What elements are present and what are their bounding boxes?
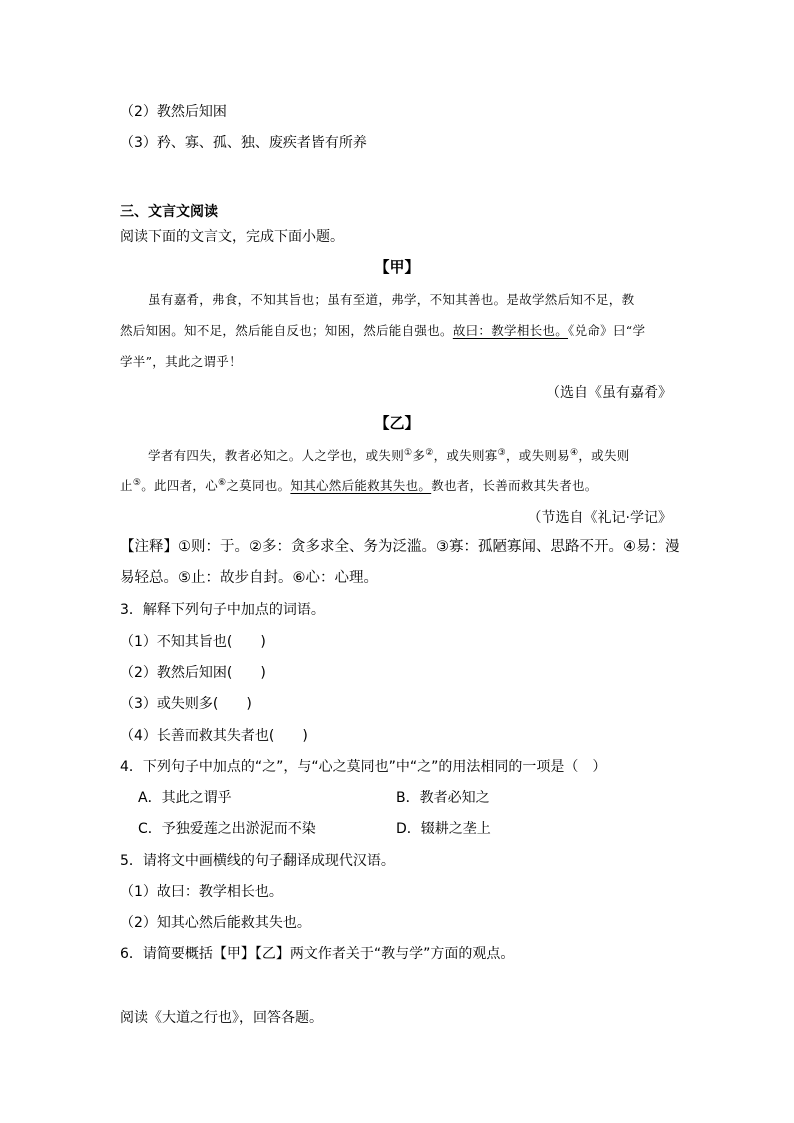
- question-3-item-1: （1）不知其旨也( ): [120, 634, 266, 650]
- passage-jia-source: （选自《虽有嘉肴》: [546, 385, 672, 401]
- passage-yi-text: 教也者，长善而救其失者也。: [431, 478, 598, 493]
- question-6-stem: 6．请简要概括【甲】【乙】两文作者关于“教与学”方面的观点。: [120, 946, 515, 962]
- passage-jia-line-2: [120, 321, 645, 341]
- question-4-stem: 4．下列句子中加点的“之”，与“心之莫同也”中“之”的用法相同的一项是（ ）: [120, 759, 607, 775]
- passage-jia-text: 《兑命》曰“学: [568, 323, 646, 338]
- passage-yi-text: ，或失则: [578, 448, 630, 463]
- underlined-sentence-1: 故曰：教学相长也。: [452, 323, 569, 338]
- passage-yi-title: 【乙】: [374, 414, 420, 432]
- note-marker: ⑥: [218, 477, 227, 488]
- note-marker: ③: [497, 447, 506, 458]
- passage-yi-text: 。此四者，心: [141, 478, 218, 493]
- question-3-item-2: （2）教然后知困( ): [120, 665, 266, 681]
- passage-jia-text: 然后知困。知不足，然后能自反也；知困，然后能自强也。: [120, 323, 453, 338]
- passage-yi-line-2: [120, 476, 598, 496]
- question-3-stem: 3．解释下列句子中加点的词语。: [120, 602, 325, 618]
- passage-yi-text: 止: [120, 478, 133, 493]
- question-5-item-2: （2）知其心然后能救其失也。: [120, 915, 311, 931]
- passage-jia-line-3: 学半”，其此之谓乎！: [120, 354, 242, 369]
- annotation-line-2: 易轻总。⑤止：故步自封。⑥心：心理。: [120, 570, 378, 586]
- question-5-stem: 5．请将文中画横线的句子翻译成现代汉语。: [120, 853, 395, 869]
- question-5-item-1: （1）故曰：教学相长也。: [120, 884, 283, 900]
- question-4-option-b: B．教者必知之: [396, 790, 490, 806]
- passage-yi-text: 学者有四失，教者必知之。人之学也，或失则: [148, 448, 405, 463]
- prev-item-3: （3）矜、寡、孤、独、废疾者皆有所养: [120, 135, 367, 151]
- question-4-option-a: A．其此之谓乎: [138, 790, 232, 806]
- question-4-option-c: C．予独爱莲之出淤泥而不染: [138, 821, 316, 837]
- note-marker: ②: [425, 447, 434, 458]
- passage-yi-text: ，或失则易: [505, 448, 570, 463]
- passage-yi-text: 多: [412, 448, 426, 463]
- note-marker: ④: [569, 447, 579, 458]
- section-instruction: 阅读下面的文言文，完成下面小题。: [120, 229, 344, 245]
- note-marker: ①: [404, 447, 413, 458]
- underlined-sentence-2: 知其心然后能救其失也。: [290, 478, 432, 493]
- passage-yi-text: 之莫同也。: [226, 478, 291, 493]
- passage-yi-text: ，或失则寡: [433, 448, 498, 463]
- passage-jia-line-1: 虽有嘉肴，弗食，不知其旨也；虽有至道，弗学，不知其善也。是故学然后知不足，教: [148, 292, 635, 307]
- annotation-line-1: 【注释】①则：于。②多：贪多求全、务为泛滥。③寡：孤陋寡闻、思路不开。④易：漫: [120, 539, 680, 555]
- passage-yi-line-1: [148, 446, 630, 466]
- passage-jia-title: 【甲】: [374, 258, 420, 276]
- next-section-instruction: 阅读《大道之行也》，回答各题。: [120, 1010, 323, 1026]
- passage-yi-source: （节选自《礼记·学记》: [527, 510, 672, 526]
- note-marker: ⑤: [132, 477, 142, 488]
- question-4-option-d: D．辍耕之垄上: [396, 821, 491, 837]
- section-heading: 三、文言文阅读: [120, 204, 218, 220]
- question-3-item-3: （3）或失则多( ): [120, 696, 252, 712]
- prev-item-2: （2）教然后知困: [120, 104, 227, 120]
- question-3-item-4: （4）长善而救其失者也( ): [120, 728, 308, 744]
